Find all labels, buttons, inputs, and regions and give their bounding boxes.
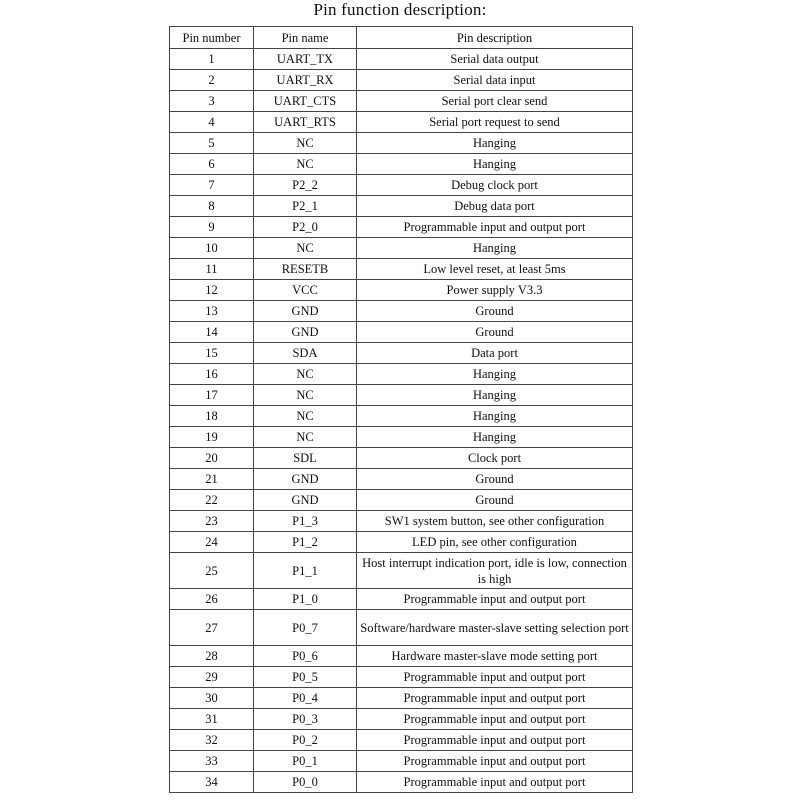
pin-name: P1_3	[254, 511, 357, 532]
table-row	[170, 196, 633, 217]
pin-number: 16	[170, 364, 254, 385]
pin-number: 33	[170, 751, 254, 772]
pin-description: Hanging	[357, 385, 633, 406]
pin-number: 20	[170, 448, 254, 469]
table-row	[170, 709, 633, 730]
table-row	[170, 406, 633, 427]
pin-description: Programmable input and output port	[357, 688, 633, 709]
pin-name: NC	[254, 427, 357, 448]
pin-description: LED pin, see other configuration	[357, 532, 633, 553]
pin-number: 10	[170, 238, 254, 259]
pin-description: Ground	[357, 469, 633, 490]
pin-description: Debug clock port	[357, 175, 633, 196]
page-title: Pin function description:	[313, 0, 487, 19]
pin-number: 1	[170, 49, 254, 70]
table-row	[170, 238, 633, 259]
table-row	[170, 448, 633, 469]
table-row	[170, 259, 633, 280]
pin-description: Programmable input and output port	[357, 772, 633, 793]
pin-name: VCC	[254, 280, 357, 301]
pin-number: 18	[170, 406, 254, 427]
pin-description: Serial data input	[357, 70, 633, 91]
table-row	[170, 667, 633, 688]
pin-name: NC	[254, 238, 357, 259]
pin-name: P2_2	[254, 175, 357, 196]
pin-description: Hardware master-slave mode setting port	[357, 646, 633, 667]
table-row	[170, 610, 633, 646]
pin-number: 7	[170, 175, 254, 196]
header-pin-number: Pin number	[170, 27, 254, 49]
pin-name: NC	[254, 133, 357, 154]
pin-description: Programmable input and output port	[357, 730, 633, 751]
table-row	[170, 70, 633, 91]
pin-name: P1_2	[254, 532, 357, 553]
table-row	[170, 49, 633, 70]
pin-name: RESETB	[254, 259, 357, 280]
pin-name: SDA	[254, 343, 357, 364]
pin-description: Serial port clear send	[357, 91, 633, 112]
pin-description: Hanging	[357, 154, 633, 175]
table-row	[170, 589, 633, 610]
pin-name: NC	[254, 385, 357, 406]
table-row	[170, 217, 633, 238]
pin-description: Ground	[357, 490, 633, 511]
pin-description: Programmable input and output port	[357, 589, 633, 610]
pin-number: 3	[170, 91, 254, 112]
table-row	[170, 751, 633, 772]
table-row	[170, 280, 633, 301]
table-row	[170, 343, 633, 364]
pin-number: 31	[170, 709, 254, 730]
table-row	[170, 301, 633, 322]
pin-name: P0_0	[254, 772, 357, 793]
pin-description: SW1 system button, see other configuration	[357, 511, 633, 532]
pin-name: P2_0	[254, 217, 357, 238]
pin-number: 17	[170, 385, 254, 406]
pin-name: P0_5	[254, 667, 357, 688]
pin-number: 21	[170, 469, 254, 490]
pin-table	[169, 26, 633, 793]
pin-name: GND	[254, 490, 357, 511]
pin-description: Hanging	[357, 133, 633, 154]
table-row	[170, 322, 633, 343]
pin-name: NC	[254, 406, 357, 427]
pin-description: Hanging	[357, 238, 633, 259]
pin-name: UART_RX	[254, 70, 357, 91]
pin-number: 6	[170, 154, 254, 175]
pin-number: 2	[170, 70, 254, 91]
pin-name: SDL	[254, 448, 357, 469]
pin-name: UART_CTS	[254, 91, 357, 112]
pin-name: UART_TX	[254, 49, 357, 70]
pin-number: 13	[170, 301, 254, 322]
pin-description: Ground	[357, 301, 633, 322]
pin-name: P0_3	[254, 709, 357, 730]
pin-number: 5	[170, 133, 254, 154]
pin-description: Programmable input and output port	[357, 667, 633, 688]
pin-description: Clock port	[357, 448, 633, 469]
table-row	[170, 112, 633, 133]
pin-number: 23	[170, 511, 254, 532]
table-row	[170, 154, 633, 175]
table-row	[170, 532, 633, 553]
pin-number: 25	[170, 553, 254, 589]
pin-description: Low level reset, at least 5ms	[357, 259, 633, 280]
pin-number: 26	[170, 589, 254, 610]
table-row	[170, 688, 633, 709]
pin-name: NC	[254, 154, 357, 175]
pin-name: P1_0	[254, 589, 357, 610]
pin-description: Programmable input and output port	[357, 709, 633, 730]
pin-description: Programmable input and output port	[357, 217, 633, 238]
pin-number: 30	[170, 688, 254, 709]
pin-name: UART_RTS	[254, 112, 357, 133]
pin-description: Debug data port	[357, 196, 633, 217]
pin-number: 32	[170, 730, 254, 751]
table-row	[170, 427, 633, 448]
pin-number: 11	[170, 259, 254, 280]
pin-name: P1_1	[254, 553, 357, 589]
pin-number: 28	[170, 646, 254, 667]
table-row	[170, 646, 633, 667]
table-header-row	[170, 27, 633, 49]
pin-description: Host interrupt indication port, idle is low, connection is high	[357, 553, 633, 589]
table-row	[170, 772, 633, 793]
pin-name: GND	[254, 469, 357, 490]
header-pin-description: Pin description	[357, 27, 633, 49]
pin-number: 19	[170, 427, 254, 448]
pin-number: 9	[170, 217, 254, 238]
header-pin-name: Pin name	[254, 27, 357, 49]
pin-description: Data port	[357, 343, 633, 364]
pin-name: P2_1	[254, 196, 357, 217]
pin-number: 24	[170, 532, 254, 553]
table-row	[170, 364, 633, 385]
pin-number: 8	[170, 196, 254, 217]
pin-name: P0_6	[254, 646, 357, 667]
pin-name: P0_1	[254, 751, 357, 772]
pin-description: Ground	[357, 322, 633, 343]
pin-description: Hanging	[357, 364, 633, 385]
pin-number: 4	[170, 112, 254, 133]
table-row	[170, 133, 633, 154]
pin-number: 34	[170, 772, 254, 793]
pin-description: Hanging	[357, 406, 633, 427]
pin-number: 22	[170, 490, 254, 511]
pin-name: P0_7	[254, 610, 357, 646]
pin-name: NC	[254, 364, 357, 385]
pin-name: P0_4	[254, 688, 357, 709]
table-row	[170, 385, 633, 406]
pin-number: 14	[170, 322, 254, 343]
table-row	[170, 730, 633, 751]
pin-number: 12	[170, 280, 254, 301]
pin-description: Power supply V3.3	[357, 280, 633, 301]
pin-description: Programmable input and output port	[357, 751, 633, 772]
table-row	[170, 511, 633, 532]
pin-number: 15	[170, 343, 254, 364]
table-row	[170, 175, 633, 196]
pin-description: Serial data output	[357, 49, 633, 70]
table-row	[170, 469, 633, 490]
table-row	[170, 490, 633, 511]
pin-name: GND	[254, 301, 357, 322]
pin-description: Hanging	[357, 427, 633, 448]
pin-description: Serial port request to send	[357, 112, 633, 133]
pin-name: GND	[254, 322, 357, 343]
table-row	[170, 91, 633, 112]
table-row	[170, 553, 633, 589]
pin-name: P0_2	[254, 730, 357, 751]
pin-description: Software/hardware master-slave setting selection port	[357, 610, 633, 646]
pin-number: 27	[170, 610, 254, 646]
pin-number: 29	[170, 667, 254, 688]
